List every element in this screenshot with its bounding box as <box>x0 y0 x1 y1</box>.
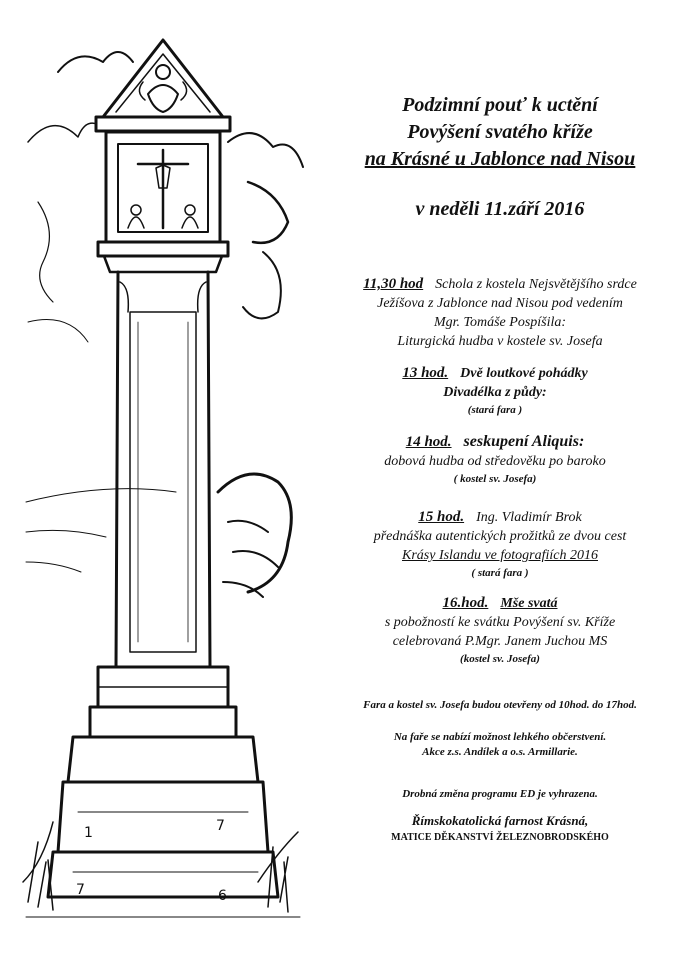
event-1 <box>330 275 670 351</box>
event-5-line-1: Mše svatá <box>500 596 558 611</box>
wayside-column-illustration <box>18 22 308 922</box>
stone-number-4: 6 <box>218 888 227 904</box>
note-organizers: Akce z.s. Andílek a o.s. Armillarie. <box>422 746 578 758</box>
event-2 <box>350 364 640 418</box>
event-1-line-4: Liturgická hudba v kostele sv. Josefa <box>397 334 603 349</box>
event-4 <box>330 508 670 581</box>
stone-number-3: 7 <box>76 882 85 898</box>
note-opening-hours: Fara a kostel sv. Josefa budou otevřeny od 10hod. do 17hod. <box>363 699 637 711</box>
event-4-line-1: Ing. Vladimír Brok <box>476 510 582 525</box>
organizer-parish: Římskokatolická farnost Krásná, <box>411 813 589 828</box>
event-2-line-2: Divadélka z půdy: <box>443 385 547 400</box>
event-4-line-2: přednáška autentických prožitků ze dvou cest <box>373 529 627 544</box>
event-5-time: 16.hod. <box>442 595 489 611</box>
note-refreshments: Na faře se nabízí možnost lehkého občerstvení. <box>393 731 607 743</box>
event-1-time: 11,30 hod <box>363 276 424 292</box>
event-4-line-4: ( stará fara ) <box>471 567 529 579</box>
stone-number-1: 1 <box>84 825 93 841</box>
event-4-line-3: Krásy Islandu ve fotografiích 2016 <box>402 548 598 563</box>
event-3-time: 14 hod. <box>405 434 452 450</box>
note-program-change: Drobná změna programu ED je vyhrazena. <box>402 788 598 800</box>
event-2-line-1: Dvě loutkové pohádky <box>460 366 588 381</box>
event-3-line-2: dobová hudba od středověku po baroko <box>384 454 606 469</box>
event-5-line-4: (kostel sv. Josefa) <box>460 653 540 665</box>
stone-number-2: 7 <box>216 818 225 834</box>
event-date: v neděli 11.září 2016 <box>415 198 585 220</box>
event-3 <box>330 432 660 487</box>
event-1-line-1: Schola z kostela Nejsvětějšího srdce <box>435 277 637 292</box>
event-3-line-3: ( kostel sv. Josefa) <box>453 473 537 485</box>
event-2-time: 13 hod. <box>402 365 449 381</box>
title-line-2: Povýšení svatého kříže <box>407 121 593 143</box>
event-2-line-3: (stará fara ) <box>467 404 523 416</box>
event-1-line-3: Mgr. Tomáše Pospíšila: <box>433 315 567 330</box>
organizer-matice: MATICE DĚKANSTVÍ ŽELEZNOBRODSKÉHO <box>391 832 609 843</box>
event-5 <box>330 594 670 667</box>
event-3-line-1: seskupení Aliquis: <box>463 433 585 450</box>
event-5-line-3: celebrovaná P.Mgr. Janem Juchou MS <box>392 634 608 649</box>
title-line-1: Podzimní pouť k uctění <box>402 94 598 116</box>
event-1-line-2: Ježíšova z Jablonce nad Nisou pod vedením <box>377 296 623 311</box>
title-line-3: na Krásné u Jablonce nad Nisou <box>364 148 636 170</box>
event-5-line-2: s pobožností ke svátku Povýšení sv. Kříže <box>384 615 616 630</box>
event-4-time: 15 hod. <box>418 509 465 525</box>
